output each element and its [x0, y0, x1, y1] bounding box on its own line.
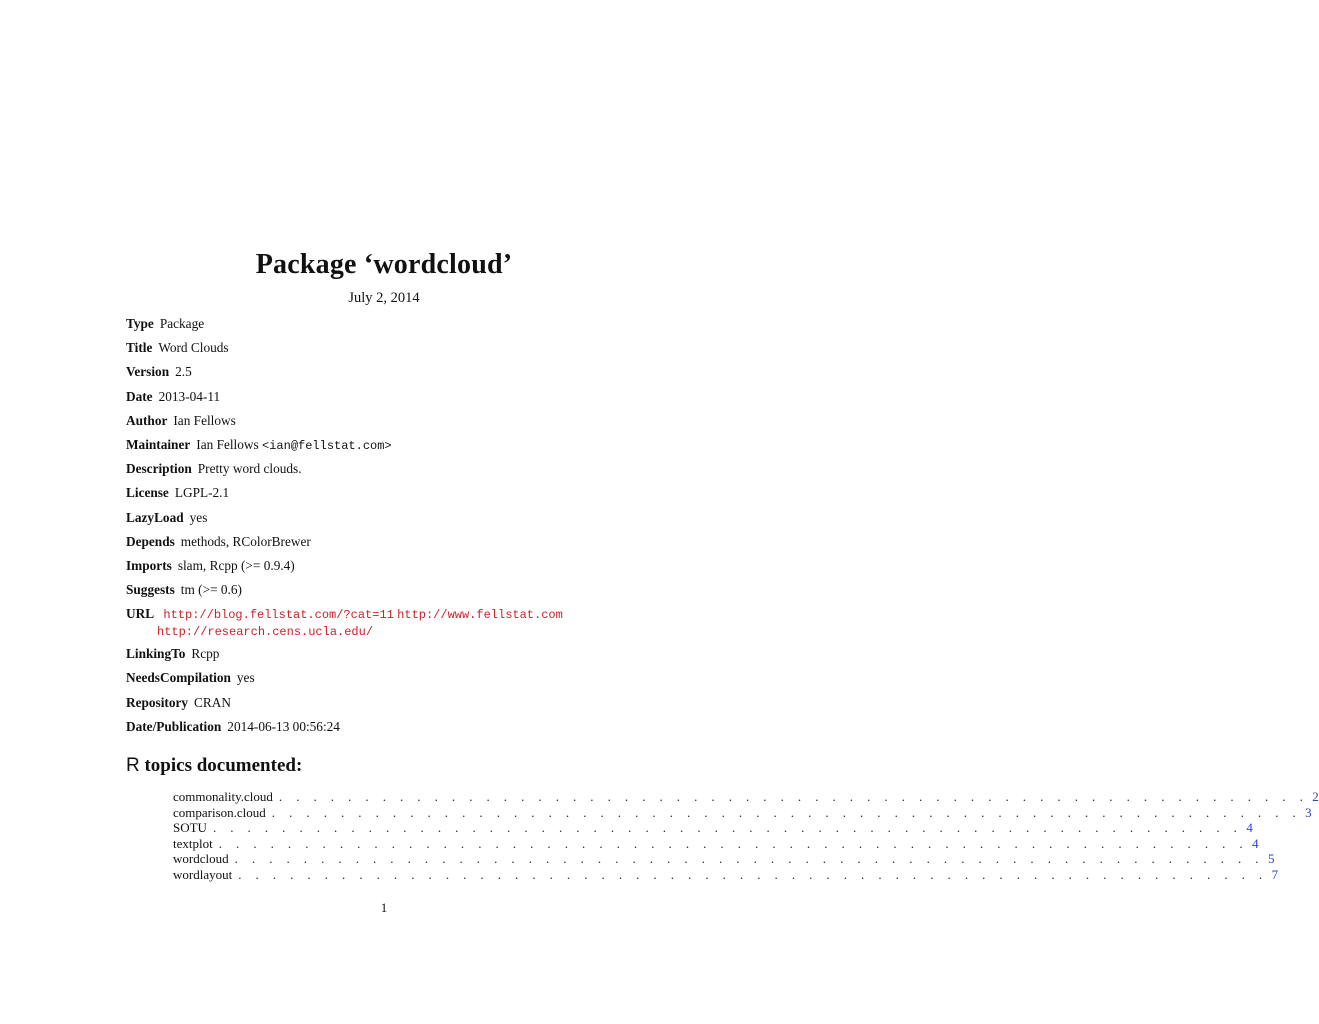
toc-item-name: SOTU [173, 820, 207, 835]
toc-page-link[interactable]: 2 [1312, 789, 1319, 804]
field-key: Repository [126, 694, 189, 710]
toc-heading-r: R [126, 755, 140, 776]
url-link-blog[interactable]: http://blog.fellstat.com/?cat=11 [163, 608, 394, 623]
field-title [126, 340, 646, 364]
field-key: Date [126, 388, 153, 404]
field-value: tm (>= 0.6) [180, 582, 242, 598]
toc-item[interactable] [173, 789, 1319, 805]
field-type [126, 316, 646, 340]
field-key: NeedsCompilation [126, 670, 231, 686]
field-key: LazyLoad [126, 509, 184, 525]
toc-item-name: wordlayout [173, 866, 233, 882]
field-value: yes [189, 509, 208, 525]
field-key: Depends [126, 533, 175, 549]
toc-item-name: comparison.cloud [173, 804, 266, 820]
field-value: Pretty word clouds. [197, 461, 302, 477]
toc-page-link[interactable]: 3 [1305, 804, 1312, 820]
toc-leader-dots: . . . . . . . . . . . . . . . . . . . . . . . . . . . . . . . . . . . . . . . . . . . . . . . . . . . . . . . . . . . . [238, 866, 1268, 882]
field-value: 2.5 [175, 364, 192, 380]
field-key: Maintainer [126, 436, 191, 452]
toc-leader-dots: . . . . . . . . . . . . . . . . . . . . . . . . . . . . . . . . . . . . . . . . . . . . . . . . . . . . . . . . . . . . [278, 789, 1309, 804]
toc-item[interactable] [173, 835, 1259, 852]
url-link-research[interactable]: http://research.cens.ucla.edu/ [157, 625, 374, 640]
field-version [126, 364, 646, 388]
field-key: Description [126, 461, 192, 477]
toc-leader-dots: . . . . . . . . . . . . . . . . . . . . . . . . . . . . . . . . . . . . . . . . . . . . . . . . . . . . . . . . . . . . [271, 804, 1302, 820]
field-description [126, 461, 646, 485]
field-depends [126, 534, 646, 558]
field-maintainer [126, 437, 646, 461]
field-license [126, 485, 646, 509]
toc-item[interactable] [173, 820, 1253, 836]
field-needscompilation [126, 670, 646, 694]
field-value: Rcpp [191, 646, 220, 662]
field-key: URL [126, 606, 155, 622]
field-value: 2014-06-13 00:56:24 [227, 718, 340, 734]
field-value: methods, RColorBrewer [180, 533, 311, 549]
toc-item[interactable] [173, 866, 1279, 883]
field-repository [126, 695, 646, 719]
field-value: Ian Fellows [173, 412, 236, 428]
document-date: July 2, 2014 [348, 290, 420, 306]
field-key: Imports [126, 557, 172, 573]
field-key: Version [126, 364, 170, 380]
toc-heading-text: topics documented: [139, 755, 303, 776]
field-value: Word Clouds [158, 340, 229, 356]
field-date-publication [126, 719, 646, 743]
field-key: Title [126, 340, 153, 356]
field-key: Author [126, 412, 168, 428]
document-title: Package ‘wordcloud’ [255, 249, 513, 280]
toc-leader-dots: . . . . . . . . . . . . . . . . . . . . . . . . . . . . . . . . . . . . . . . . . . . . . . . . . . . . . . . . . . . . [234, 851, 1264, 866]
field-value: yes [236, 670, 255, 686]
toc-item[interactable] [173, 851, 1275, 867]
field-imports [126, 558, 646, 582]
page-number: 1 [380, 900, 388, 915]
field-value: LGPL-2.1 [174, 485, 230, 501]
description-fields [126, 316, 646, 743]
field-lazyload [126, 510, 646, 534]
field-value: Ian Fellows [196, 436, 263, 452]
toc-item-name: textplot [173, 835, 213, 851]
toc-leader-dots: . . . . . . . . . . . . . . . . . . . . . . . . . . . . . . . . . . . . . . . . . . . . . . . . . . . . . . . . . . . . [218, 835, 1249, 851]
field-date [126, 389, 646, 413]
field-value: slam, Rcpp (>= 0.9.4) [177, 557, 295, 573]
toc-page-link[interactable]: 7 [1271, 866, 1279, 882]
field-value: 2013-04-11 [158, 388, 221, 404]
url-link-fellstat[interactable]: http://www.fellstat.com [397, 608, 563, 623]
toc-leader-dots: . . . . . . . . . . . . . . . . . . . . . . . . . . . . . . . . . . . . . . . . . . . . . . . . . . . . . . . . . . . . [212, 820, 1243, 835]
field-url [126, 606, 646, 646]
toc-heading [126, 755, 302, 777]
field-key: License [126, 485, 169, 501]
toc-page-link[interactable]: 4 [1252, 835, 1259, 851]
toc-item-name: commonality.cloud [173, 789, 273, 804]
field-suggests [126, 582, 646, 606]
field-value: Package [159, 316, 205, 331]
field-key: Suggests [126, 582, 175, 598]
maintainer-email: <ian@fellstat.com> [262, 438, 392, 453]
toc-list [173, 789, 1319, 882]
toc-page-link[interactable]: 4 [1246, 820, 1253, 835]
field-key: LinkingTo [126, 646, 186, 662]
field-value: CRAN [194, 694, 231, 710]
toc-item-name: wordcloud [173, 851, 229, 866]
field-key: Type [126, 316, 154, 331]
toc-item[interactable] [173, 804, 1312, 821]
field-linkingto [126, 646, 646, 670]
field-key: Date/Publication [126, 718, 222, 734]
toc-page-link[interactable]: 5 [1267, 851, 1275, 866]
field-author [126, 413, 646, 437]
